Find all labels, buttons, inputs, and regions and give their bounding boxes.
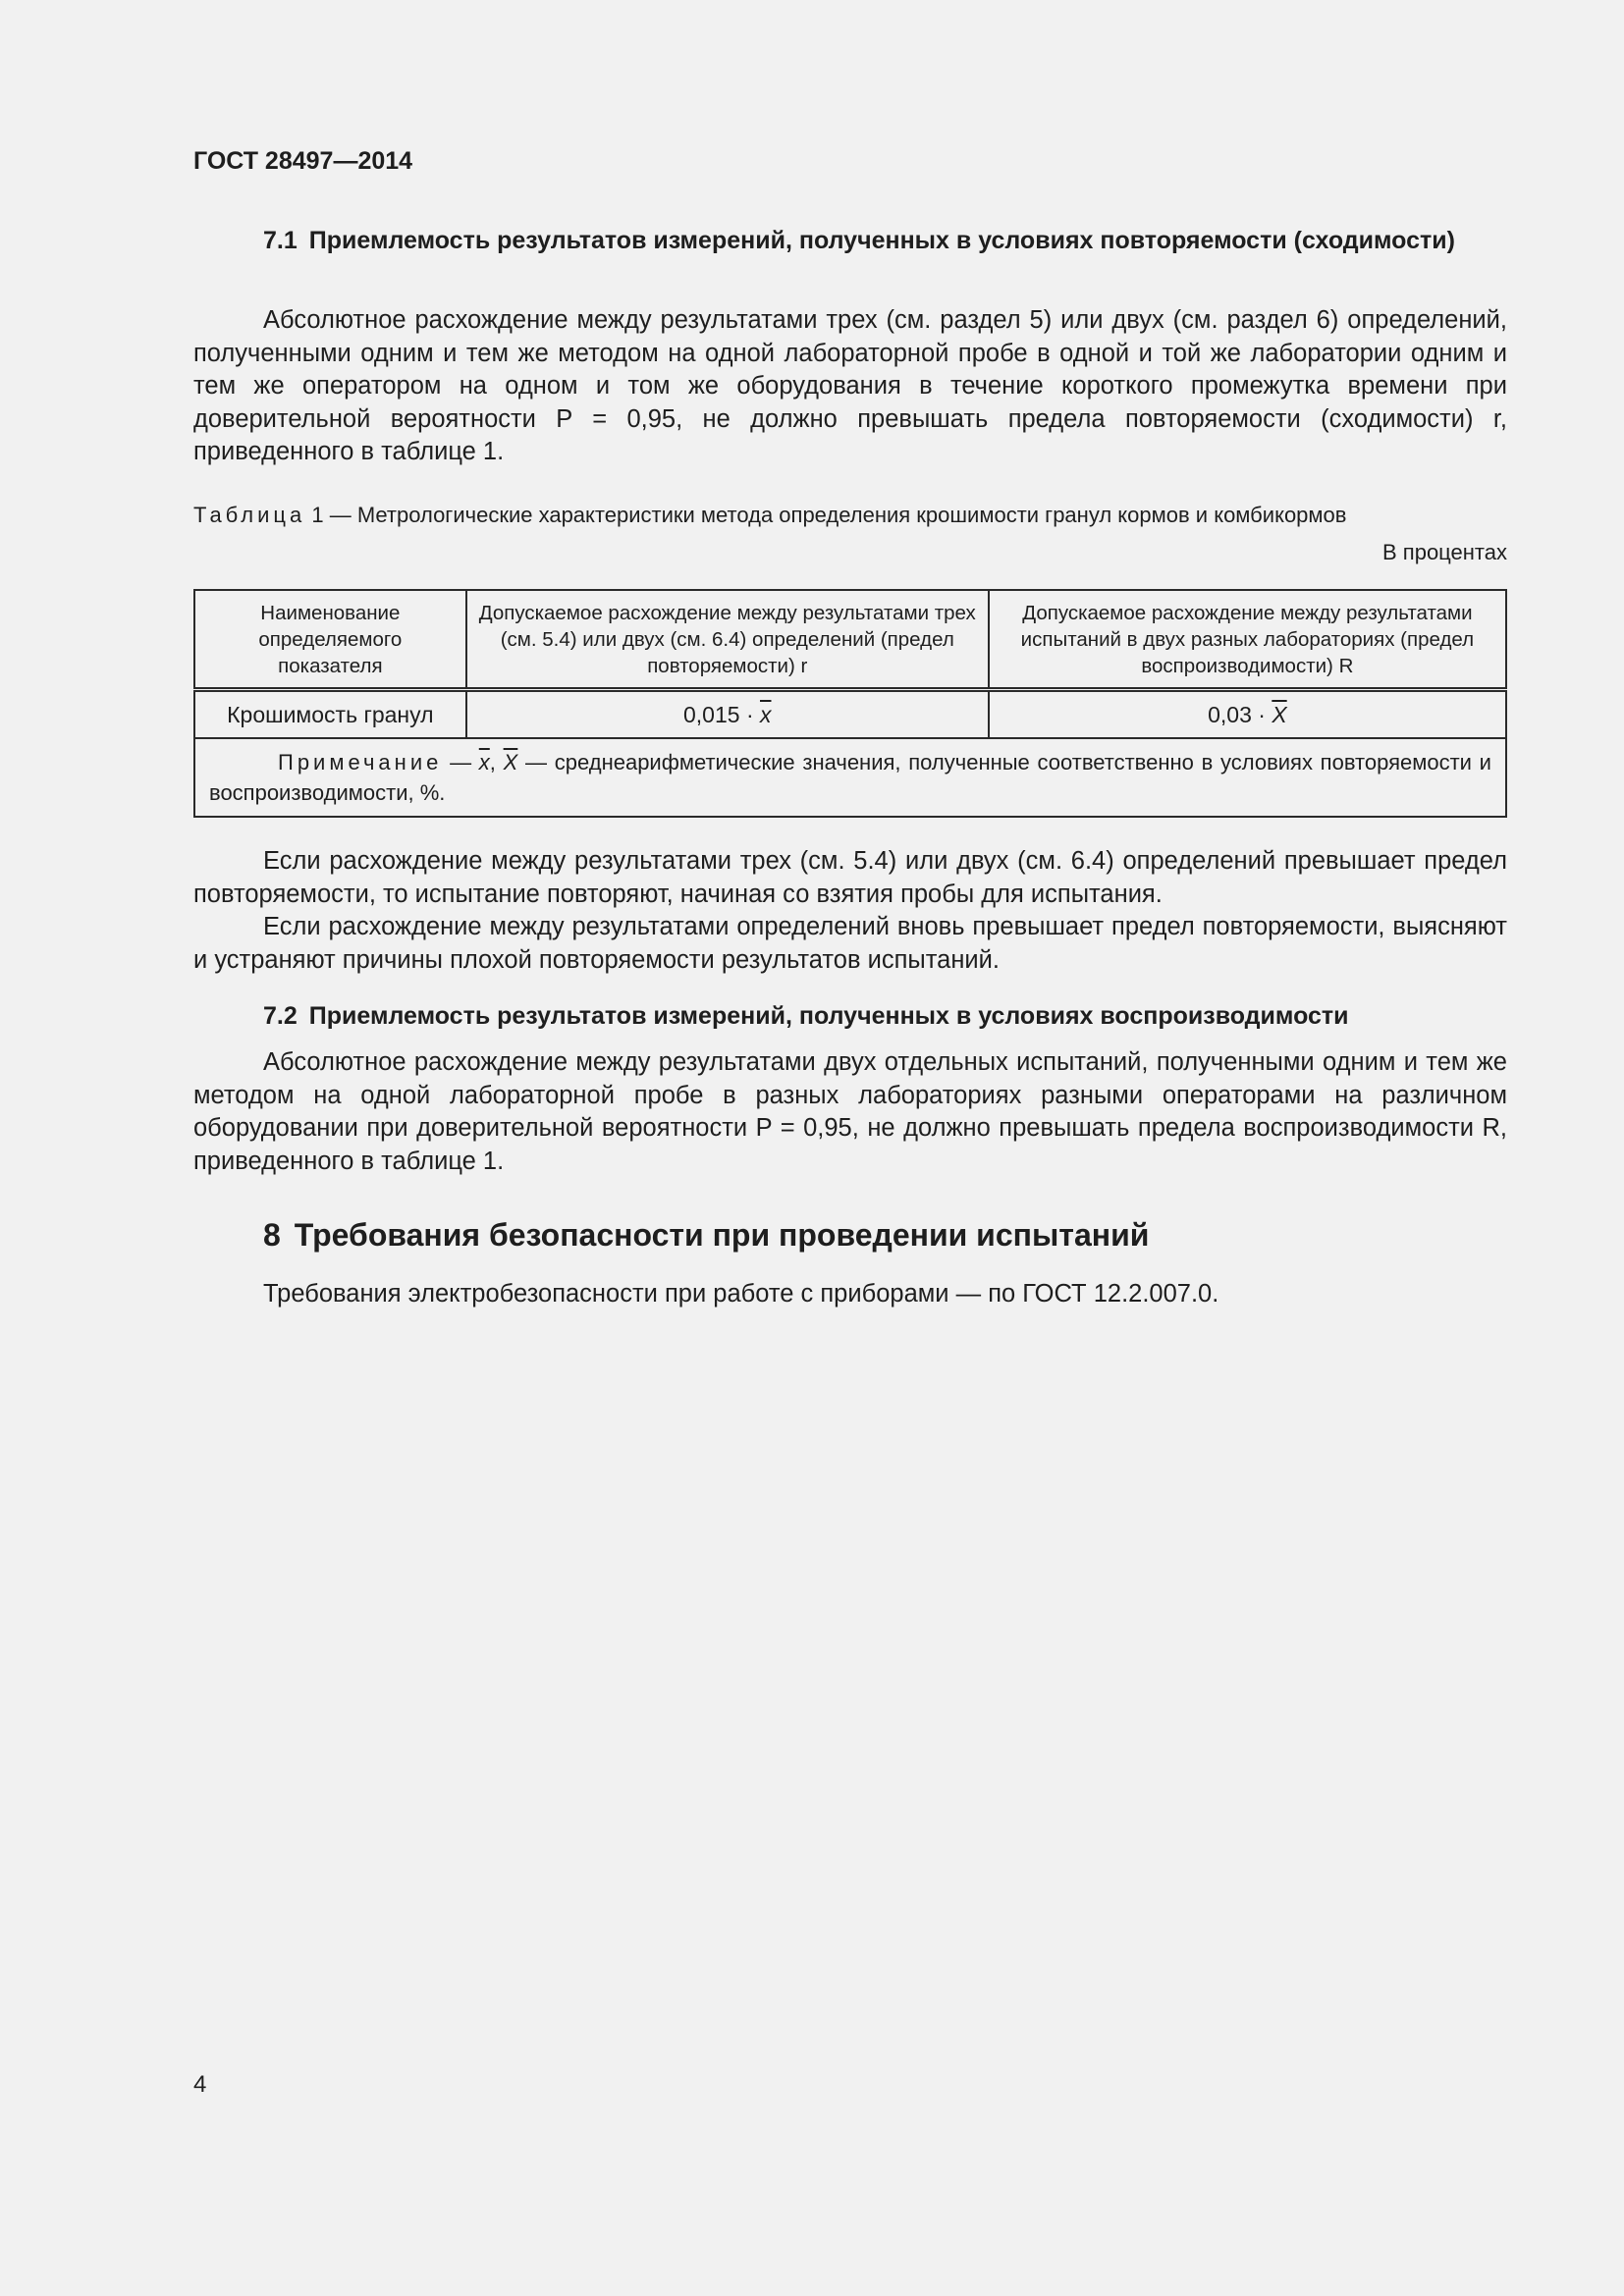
paragraph-text: Абсолютное расхождение между результатами двух отдельных испытаний, полученными одним и тем же методом на одной лабораторной пробе в разных лабораториях разными операторами на различном оборудовании при доверительной вероятности P = 0,95, не должно превышать предела воспроизводимости R, приведенного в таблице 1.	[193, 1048, 1507, 1175]
paragraph-text: Требования электробезопасности при работе с приборами — по ГОСТ 12.2.007.0.	[263, 1280, 1219, 1308]
note-sep: ,	[489, 750, 496, 774]
note-word: Примечание	[278, 750, 443, 774]
section-8-paragraph	[193, 1278, 1507, 1311]
table-note-row	[194, 738, 1506, 817]
note-text: — среднеарифметические значения, полученные соответственно в условиях повторяемости и воспроизводимости, %.	[209, 750, 1491, 805]
section-number: 8	[263, 1217, 281, 1253]
mean-X: $\overline{X}$	[1272, 701, 1287, 727]
metrology-table	[193, 589, 1507, 818]
repeatability-cell	[466, 690, 989, 739]
table-note	[194, 738, 1506, 817]
header-cell: Наименование определяемого показателя	[194, 590, 466, 690]
note-x: $\overline{x}$	[478, 750, 490, 774]
section-7-2-paragraph	[193, 1046, 1507, 1178]
section-7-1-paragraph	[193, 304, 1507, 469]
section-title: Приемлемость результатов измерений, полученных в условиях повторяемости (сходимости)	[308, 227, 1455, 254]
after-table-paragraphs	[193, 845, 1507, 977]
section-title: Требования безопасности при проведении испытаний	[294, 1217, 1150, 1253]
caption-word: Таблица	[193, 503, 306, 527]
caption-text: 1 — Метрологические характеристики метода определения крошимости гранул кормов и комбикормов	[311, 503, 1347, 527]
header-cell: Допускаемое расхождение между результатами трех (см. 5.4) или двух (см. 6.4) определений (предел повторяемости) r	[466, 590, 989, 690]
section-8-heading	[263, 1217, 1149, 1254]
table-header-row	[194, 590, 1506, 690]
section-7-2-heading	[263, 999, 1510, 1034]
coef: 0,03 ·	[1208, 701, 1266, 727]
note-X: $\overline{X}$	[503, 750, 518, 774]
note-dash: —	[450, 750, 472, 774]
section-title: Приемлемость результатов измерений, полученных в условиях воспроизводимости	[308, 1002, 1349, 1030]
page-number: 4	[193, 2071, 207, 2098]
header-cell: Допускаемое расхождение между результатами испытаний в двух разных лабораториях (предел воспроизводимости) R	[989, 590, 1506, 690]
section-number: 7.1	[263, 227, 298, 254]
paragraph-text: Если расхождение между результатами трех (см. 5.4) или двух (см. 6.4) определений превышает предел повторяемости, то испытание повторяют, начиная со взятия пробы для испытания.	[193, 847, 1507, 908]
section-number: 7.2	[263, 1002, 298, 1030]
table-unit: В процентах	[1382, 540, 1507, 564]
document-header: ГОСТ 28497—2014	[193, 147, 413, 175]
coef: 0,015 ·	[683, 701, 754, 727]
paragraph-text: Абсолютное расхождение между результатами трех (см. раздел 5) или двух (см. раздел 6) определений, полученными одним и тем же методом на одной лабораторной пробе в одной и той же лаборатории одним и тем же оператором на одном и том же оборудования в течение короткого промежутка времени при доверительной вероятности P = 0,95, не должно превышать предела повторяемости (сходимости) r, приведенного в таблице 1.	[193, 306, 1507, 465]
table-caption	[193, 501, 1507, 530]
table-row	[194, 690, 1506, 739]
row-name-cell: Крошимость гранул	[194, 690, 466, 739]
section-7-1-heading	[263, 224, 1510, 258]
paragraph-text: Если расхождение между результатами определений вновь превышает предел повторяемости, выясняют и устраняют причины плохой повторяемости результатов испытаний.	[193, 913, 1507, 974]
mean-x: $\overline{x}$	[760, 701, 772, 727]
reproducibility-cell	[989, 690, 1506, 739]
